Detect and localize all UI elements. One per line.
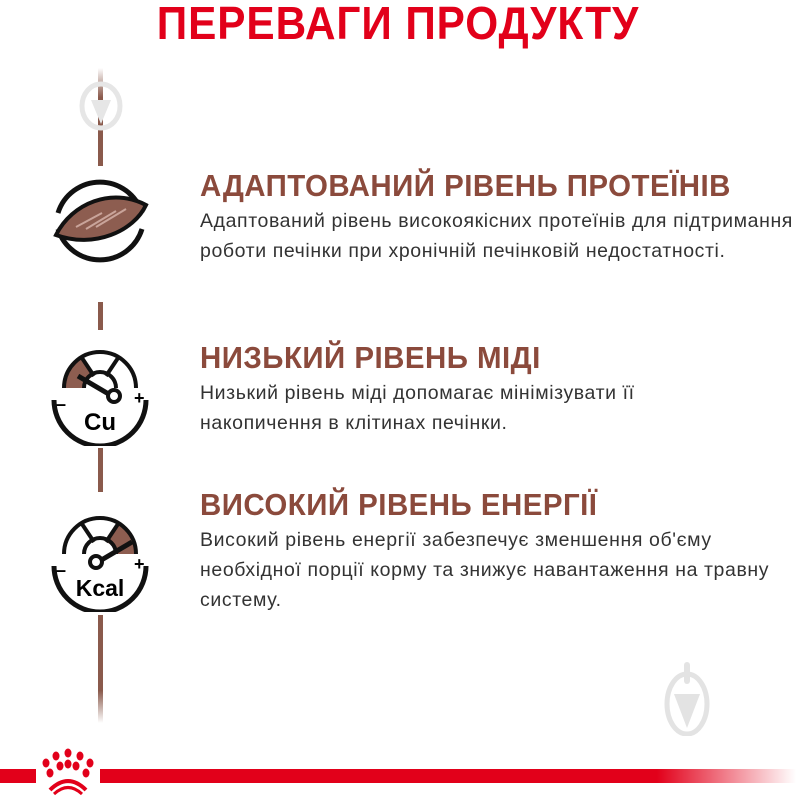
feature-text: Адаптований рівень високоякісних протеїнів для підтримання роботи печінки при хронічній печінковій недостатності.: [200, 210, 793, 262]
feature-copper: [200, 340, 796, 438]
brand-bar: [100, 769, 796, 783]
icon-label-kcal: Kcal: [75, 575, 125, 601]
feature-heading: ВИСОКИЙ РІВЕНЬ ЕНЕРГІЇ: [200, 487, 598, 522]
icon-label-cu: Cu: [84, 409, 116, 436]
kcal-gauge-icon: [42, 496, 158, 612]
timeline-line: [98, 615, 103, 723]
feature-text: Високий рівень енергії забезпечує зменшення об'єму необхідної порції корму та знижує навантаження на травну систему.: [200, 529, 770, 611]
muscle-icon: [42, 163, 158, 279]
feature-protein: [200, 168, 796, 266]
brand-bar: [0, 769, 36, 783]
feature-text: Низький рівень міді допомагає мінімізувати її накопичення в клітинах печінки.: [200, 382, 635, 434]
feature-energy: [200, 487, 796, 615]
watermark-icon: [78, 70, 124, 132]
page-title: ПЕРЕВАГИ ПРОДУКТУ: [156, 0, 640, 49]
feature-heading: АДАПТОВАНИЙ РІВЕНЬ ПРОТЕЇНІВ: [200, 168, 731, 203]
svg-text:+: +: [134, 388, 145, 408]
svg-text:–: –: [56, 560, 67, 580]
timeline-line: [98, 448, 103, 492]
svg-text:–: –: [56, 394, 67, 414]
feature-heading: НИЗЬКИЙ РІВЕНЬ МІДІ: [200, 340, 541, 375]
timeline-line: [98, 302, 103, 330]
watermark-icon: [662, 660, 712, 736]
copper-gauge-icon: [42, 330, 158, 446]
svg-text:+: +: [134, 554, 145, 574]
royal-canin-crown-logo: [38, 748, 98, 798]
